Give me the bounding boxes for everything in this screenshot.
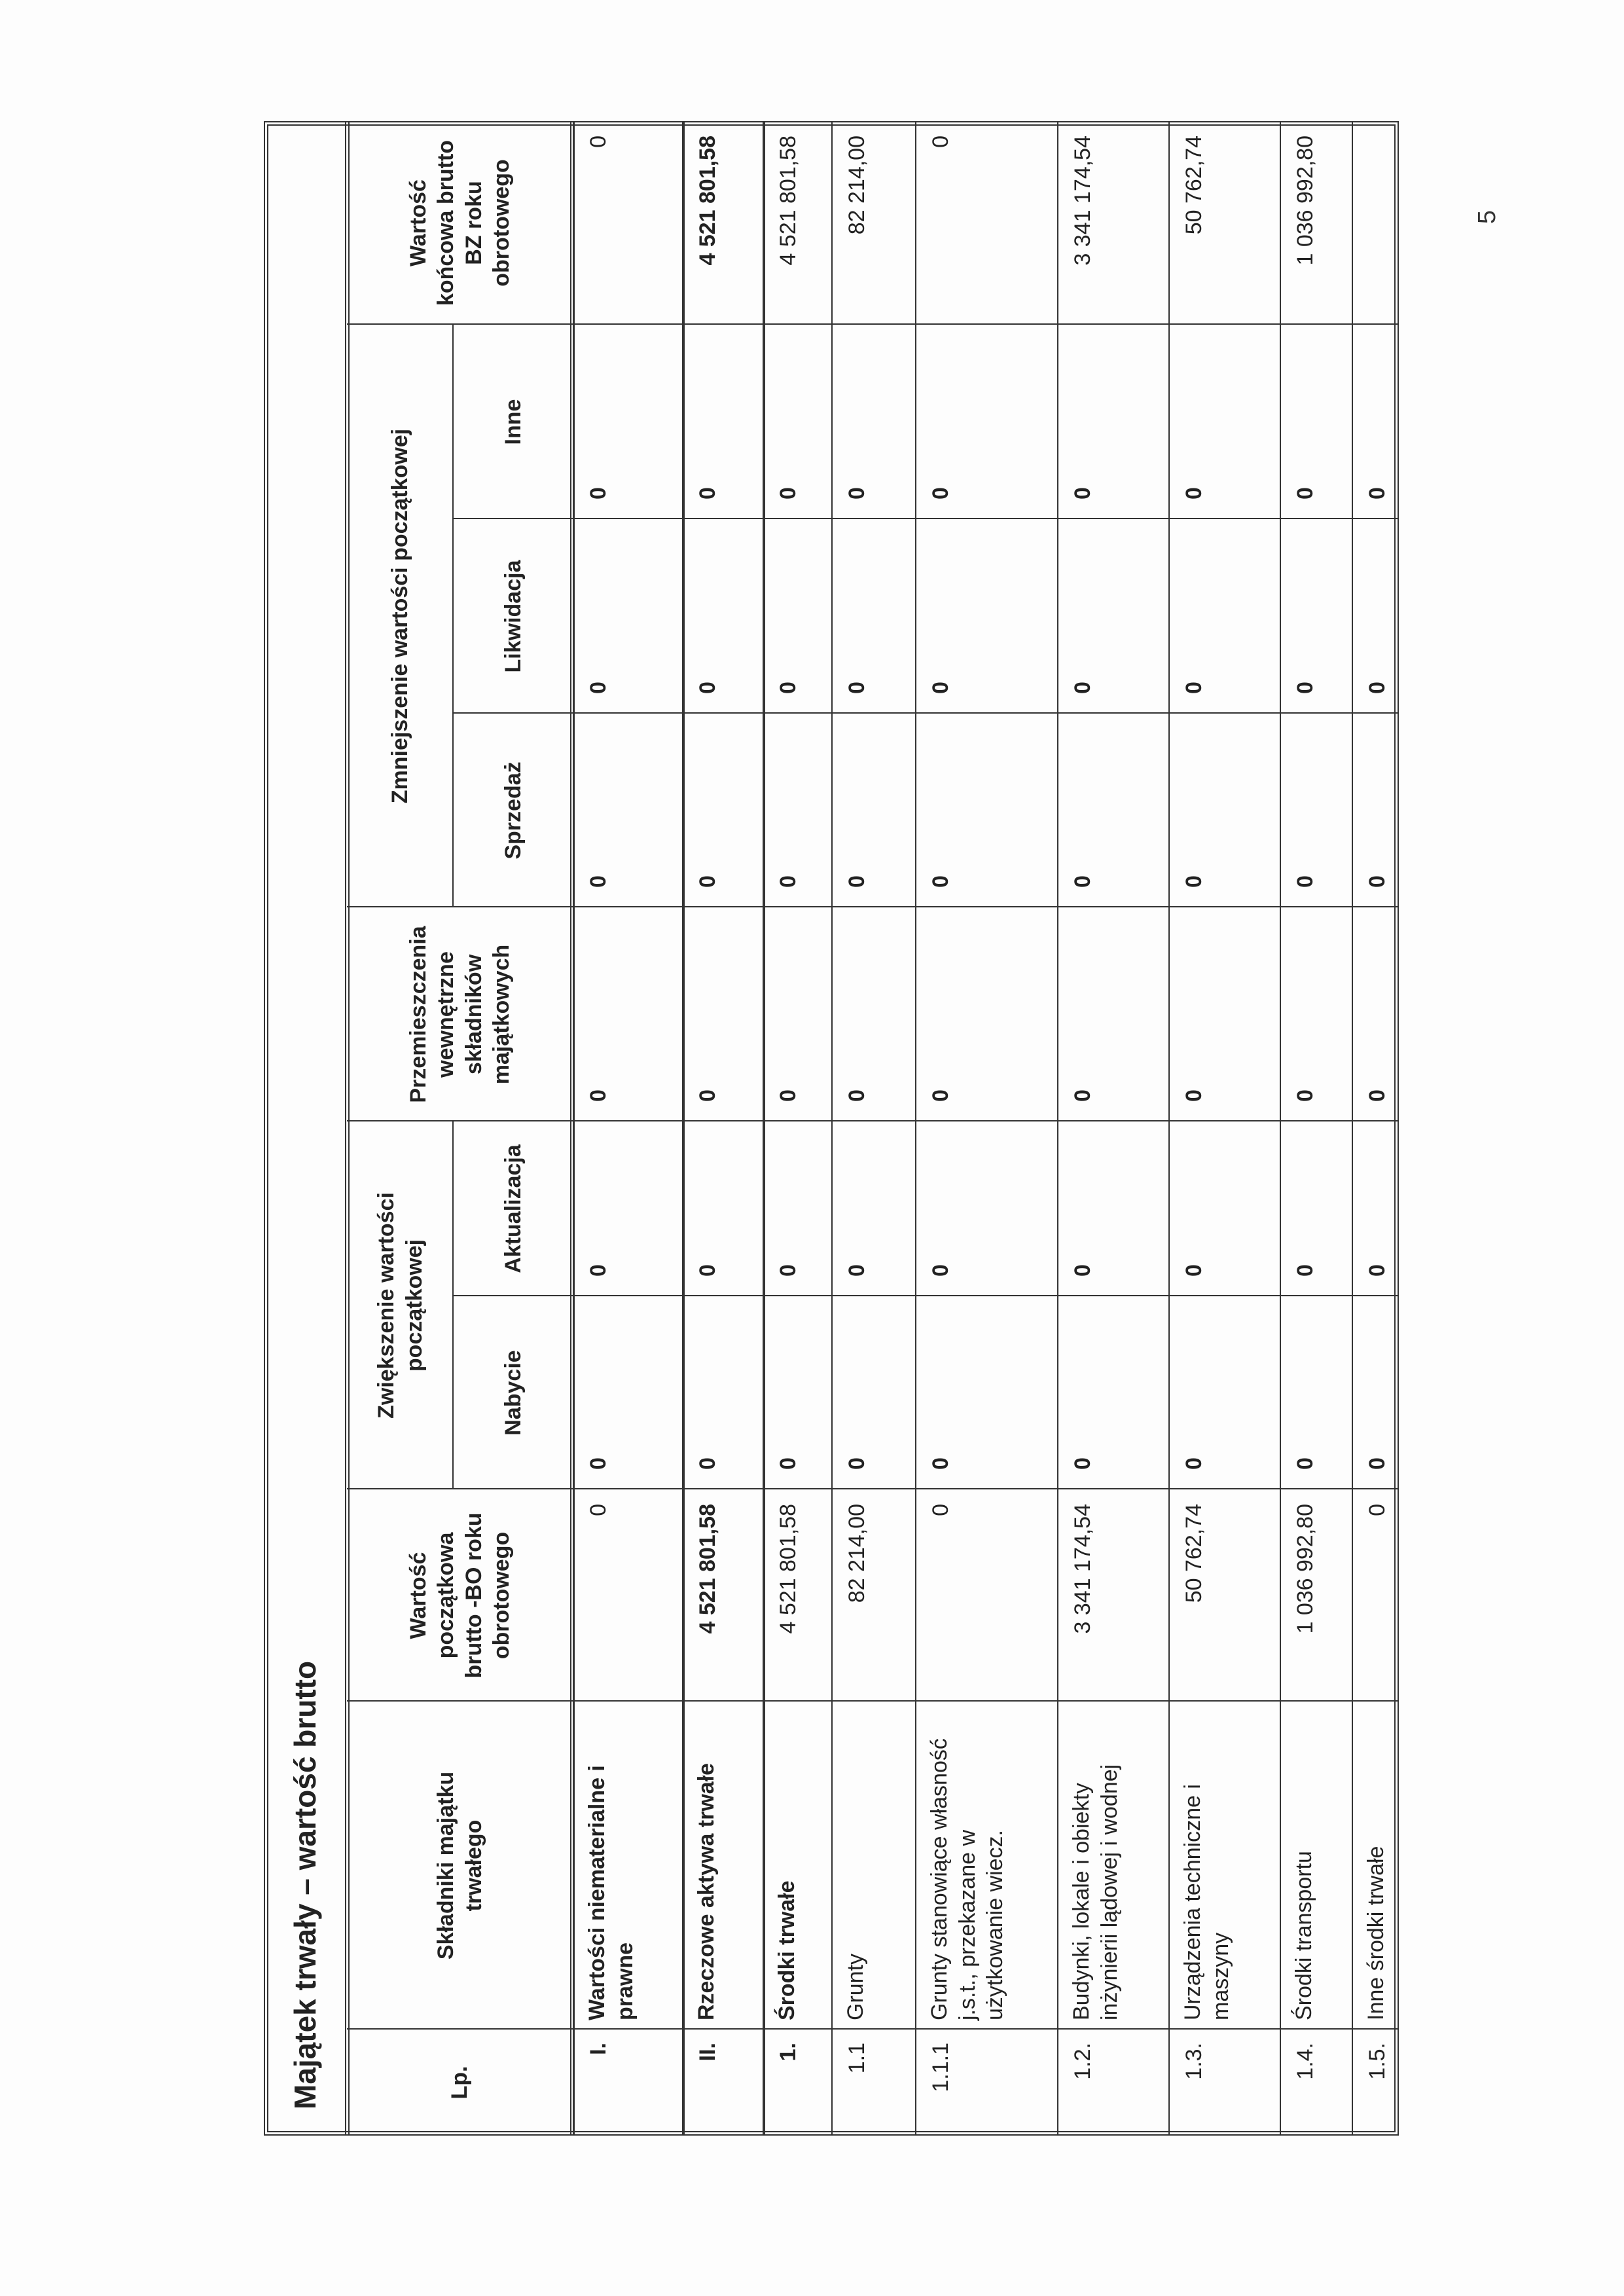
header-zwiekszenie: Zwiększenie wartości początkowej — [374, 1192, 427, 1419]
cell-bo: 1 036 992,80 — [1293, 1504, 1318, 1634]
cell-name: Urządzenia techniczne i maszyny — [1180, 1784, 1233, 2020]
cell-lp: 1.1.1 — [928, 2043, 953, 2092]
cell-aktualizacja: 0 — [1070, 1264, 1095, 1277]
cell-aktualizacja: 0 — [928, 1264, 953, 1277]
header-likwidacja: Likwidacja — [500, 560, 526, 673]
row-line — [763, 121, 765, 2136]
cell-likwidacja: 0 — [586, 682, 611, 694]
cell-bz: 82 214,00 — [844, 136, 869, 235]
col-line — [454, 518, 1399, 519]
col-line — [347, 906, 1399, 907]
row-line — [573, 121, 574, 2136]
cell-bo: 82 214,00 — [844, 1504, 869, 1603]
row-line — [1280, 121, 1281, 2136]
cell-inne: 0 — [1182, 487, 1206, 500]
cell-aktualizacja: 0 — [1293, 1264, 1318, 1277]
cell-aktualizacja: 0 — [776, 1264, 801, 1277]
cell-bz: 50 762,74 — [1182, 136, 1206, 235]
cell-nabycie: 0 — [1070, 1457, 1095, 1470]
cell-lp: I. — [586, 2043, 611, 2055]
cell-bz: 3 341 174,54 — [1070, 136, 1095, 266]
row-line — [915, 121, 916, 2136]
cell-name: Grunty stanowiące własność j.s.t., przekazane w użytkowanie wiecz. — [927, 1738, 1007, 2020]
cell-bz: 4 521 801,58 — [776, 136, 801, 266]
cell-likwidacja: 0 — [695, 682, 720, 694]
cell-name: Budynki, lokale i obiekty inżynierii lądowej i wodnej — [1069, 1764, 1122, 2020]
cell-bo: 0 — [928, 1504, 953, 1516]
col-line — [347, 1120, 1399, 1121]
cell-likwidacja: 0 — [1182, 682, 1206, 694]
cell-przemieszczenia: 0 — [1182, 1089, 1206, 1102]
cell-lp: 1.5. — [1365, 2043, 1390, 2080]
cell-nabycie: 0 — [844, 1457, 869, 1470]
cell-nabycie: 0 — [776, 1457, 801, 1470]
cell-przemieszczenia: 0 — [695, 1089, 720, 1102]
cell-bo: 4 521 801,58 — [695, 1504, 720, 1634]
header-skladniki: Składniki majątku trwałego — [433, 1771, 486, 1960]
header-sprzedaz: Sprzedaż — [500, 761, 526, 860]
col-line — [347, 1488, 1399, 1489]
cell-sprzedaz: 0 — [776, 875, 801, 888]
cell-bz: 0 — [586, 136, 611, 148]
col-line — [347, 323, 1399, 325]
cell-bz — [1352, 121, 1399, 325]
cell-przemieszczenia: 0 — [844, 1089, 869, 1102]
cell-name: Środki transportu — [1291, 1851, 1316, 2020]
cell-sprzedaz: 0 — [586, 875, 611, 888]
cell-przemieszczenia: 0 — [586, 1089, 611, 1102]
cell-sprzedaz: 0 — [695, 875, 720, 888]
cell-likwidacja: 0 — [1293, 682, 1318, 694]
cell-bz: 0 — [928, 136, 953, 148]
header-wartosc-poczatkowa: Wartość początkowa brutto -BO roku obrotowego — [405, 1512, 514, 1679]
header-inne: Inne — [500, 399, 526, 445]
cell-name: Inne środki trwałe — [1363, 1846, 1388, 2020]
cell-przemieszczenia: 0 — [928, 1089, 953, 1102]
cell-bo: 0 — [586, 1504, 611, 1516]
cell-nabycie: 0 — [695, 1457, 720, 1470]
cell-inne: 0 — [586, 487, 611, 500]
header-lp: Lp. — [447, 2066, 473, 2100]
cell-likwidacja: 0 — [1070, 682, 1095, 694]
rotated-table-page — [264, 121, 1399, 2136]
cell-bz: 1 036 992,80 — [1293, 136, 1318, 266]
header-przemieszczenia: Przemieszczenia wewnętrzne składników majątkowych — [405, 926, 514, 1103]
cell-przemieszczenia: 0 — [1293, 1089, 1318, 1102]
cell-lp: 1.1 — [844, 2043, 869, 2074]
row-line — [831, 121, 833, 2136]
cell-inne: 0 — [695, 487, 720, 500]
cell-sprzedaz: 0 — [1293, 875, 1318, 888]
cell-likwidacja: 0 — [844, 682, 869, 694]
cell-name: Środki trwałe — [774, 1880, 799, 2020]
row-line — [1168, 121, 1170, 2136]
page-number: 5 — [1473, 210, 1502, 225]
cell-aktualizacja: 0 — [844, 1264, 869, 1277]
cell-inne: 0 — [844, 487, 869, 500]
col-line — [454, 1295, 1399, 1296]
cell-likwidacja: 0 — [1365, 682, 1390, 694]
subheader-divider-zmniejszenie — [452, 325, 454, 907]
cell-sprzedaz: 0 — [1365, 875, 1390, 888]
cell-name: Grunty — [843, 1953, 868, 2020]
header-wartosc-koncowa: Wartość końcowa brutto BZ roku obrotowego — [405, 139, 514, 306]
cell-sprzedaz: 0 — [1070, 875, 1095, 888]
cell-bo: 50 762,74 — [1182, 1504, 1206, 1603]
header-aktualizacja: Aktualizacja — [500, 1144, 526, 1273]
cell-aktualizacja: 0 — [586, 1264, 611, 1277]
cell-nabycie: 0 — [1365, 1457, 1390, 1470]
col-line — [347, 1700, 1399, 1702]
cell-sprzedaz: 0 — [1182, 875, 1206, 888]
cell-przemieszczenia: 0 — [1365, 1089, 1390, 1102]
cell-aktualizacja: 0 — [1365, 1264, 1390, 1277]
cell-name: Rzeczowe aktywa trwałe — [694, 1762, 719, 2020]
cell-nabycie: 0 — [1182, 1457, 1206, 1470]
cell-sprzedaz: 0 — [928, 875, 953, 888]
cell-bo: 3 341 174,54 — [1070, 1504, 1095, 1634]
cell-nabycie: 0 — [928, 1457, 953, 1470]
cell-sprzedaz: 0 — [844, 875, 869, 888]
cell-lp: 1.3. — [1182, 2043, 1206, 2080]
header-nabycie: Nabycie — [500, 1350, 526, 1436]
cell-aktualizacja: 0 — [1182, 1264, 1206, 1277]
cell-inne: 0 — [1365, 487, 1390, 500]
col-line — [454, 712, 1399, 714]
cell-przemieszczenia: 0 — [1070, 1089, 1095, 1102]
cell-inne: 0 — [1070, 487, 1095, 500]
cell-bz: 4 521 801,58 — [695, 136, 720, 266]
cell-lp: II. — [695, 2043, 720, 2062]
col-line — [347, 2028, 1399, 2030]
cell-lp: 1. — [776, 2043, 801, 2062]
cell-bo: 4 521 801,58 — [776, 1504, 801, 1634]
cell-przemieszczenia: 0 — [776, 1089, 801, 1102]
row-line — [1057, 121, 1058, 2136]
subheader-divider-zwiekszenie — [452, 1121, 454, 1489]
cell-aktualizacja: 0 — [695, 1264, 720, 1277]
cell-lp: 1.2. — [1070, 2043, 1095, 2080]
cell-inne: 0 — [928, 487, 953, 500]
cell-inne: 0 — [776, 487, 801, 500]
cell-nabycie: 0 — [586, 1457, 611, 1470]
row-line — [682, 121, 685, 2136]
cell-bo: 0 — [1365, 1504, 1390, 1516]
cell-lp: 1.4. — [1293, 2043, 1318, 2080]
cell-likwidacja: 0 — [928, 682, 953, 694]
cell-inne: 0 — [1293, 487, 1318, 500]
cell-nabycie: 0 — [1293, 1457, 1318, 1470]
header-zmniejszenie: Zmniejszenie wartości początkowej — [388, 428, 413, 804]
table-title: Majątek trwały – wartość brutto — [287, 1660, 322, 2109]
row-line — [1352, 121, 1353, 2136]
cell-likwidacja: 0 — [776, 682, 801, 694]
cell-name: Wartości niematerialne i prawne — [585, 1765, 638, 2020]
